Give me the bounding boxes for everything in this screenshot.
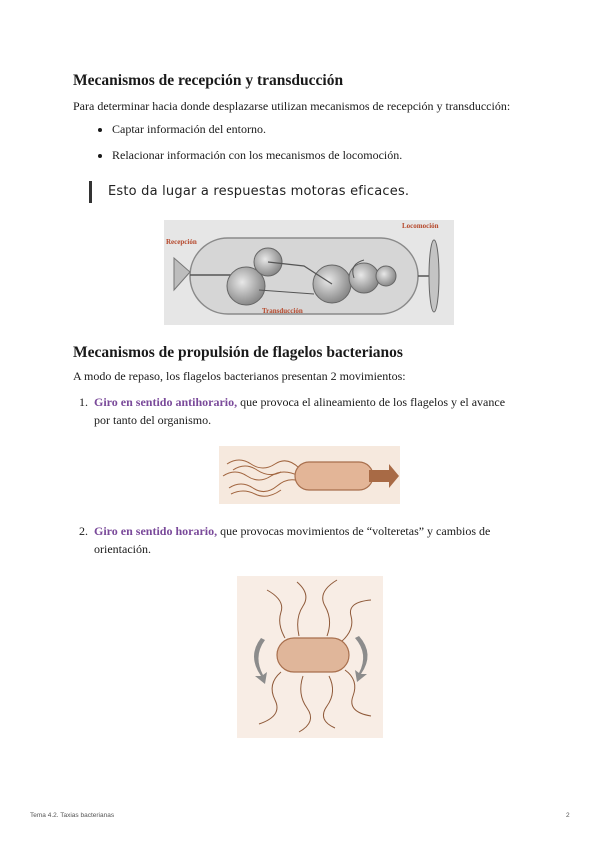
section-intro-propulsion: A modo de repaso, los flagelos bacterianos presentan 2 movimientos: bbox=[73, 369, 406, 383]
section-title-propulsion: Mecanismos de propulsión de flagelos bacterianos bbox=[73, 344, 403, 361]
bullet-item bbox=[98, 122, 266, 137]
bullet-item bbox=[98, 148, 402, 163]
reception-transduction-figure bbox=[164, 220, 454, 325]
figure-label-locomotion: Locomoción bbox=[402, 222, 439, 230]
bullet-dot-icon bbox=[98, 128, 102, 132]
bullet-text: Relacionar información con los mecanismos de locomoción. bbox=[112, 148, 403, 162]
item-text: que provocas movimientos de “volteretas” y cambios de bbox=[217, 524, 491, 538]
item-text-continued: por tanto del organismo. bbox=[94, 413, 212, 427]
numbered-item bbox=[79, 522, 519, 558]
numbered-item bbox=[79, 393, 519, 429]
footer-title: Tema 4.2. Taxias bacterianas bbox=[30, 812, 115, 819]
figure-label-transduction: Transducción bbox=[262, 307, 303, 315]
item-number: 2. bbox=[79, 524, 88, 538]
section-intro-reception: Para determinar hacia donde desplazarse utilizan mecanismos de recepción y transducción: bbox=[73, 99, 511, 113]
item-text-continued: orientación. bbox=[94, 542, 151, 556]
item-text: que provoca el alineamiento de los flagelos y el avance bbox=[237, 395, 506, 409]
blockquote bbox=[89, 181, 409, 203]
blockquote-text: Esto da lugar a respuestas motoras eficaces. bbox=[108, 184, 410, 199]
bullet-text: Captar información del entorno. bbox=[112, 122, 266, 136]
section-title-reception: Mecanismos de recepción y transducción bbox=[73, 72, 344, 89]
item-highlight: Giro en sentido horario, bbox=[94, 524, 218, 538]
clockwise-flagella-figure bbox=[237, 576, 383, 738]
footer-page-number: 2 bbox=[566, 812, 570, 819]
item-number: 1. bbox=[79, 395, 88, 409]
bullet-dot-icon bbox=[98, 154, 102, 158]
counterclockwise-flagella-figure bbox=[219, 446, 400, 504]
item-highlight: Giro en sentido antihorario, bbox=[94, 395, 238, 409]
figure-label-reception: Recepción bbox=[166, 238, 197, 246]
